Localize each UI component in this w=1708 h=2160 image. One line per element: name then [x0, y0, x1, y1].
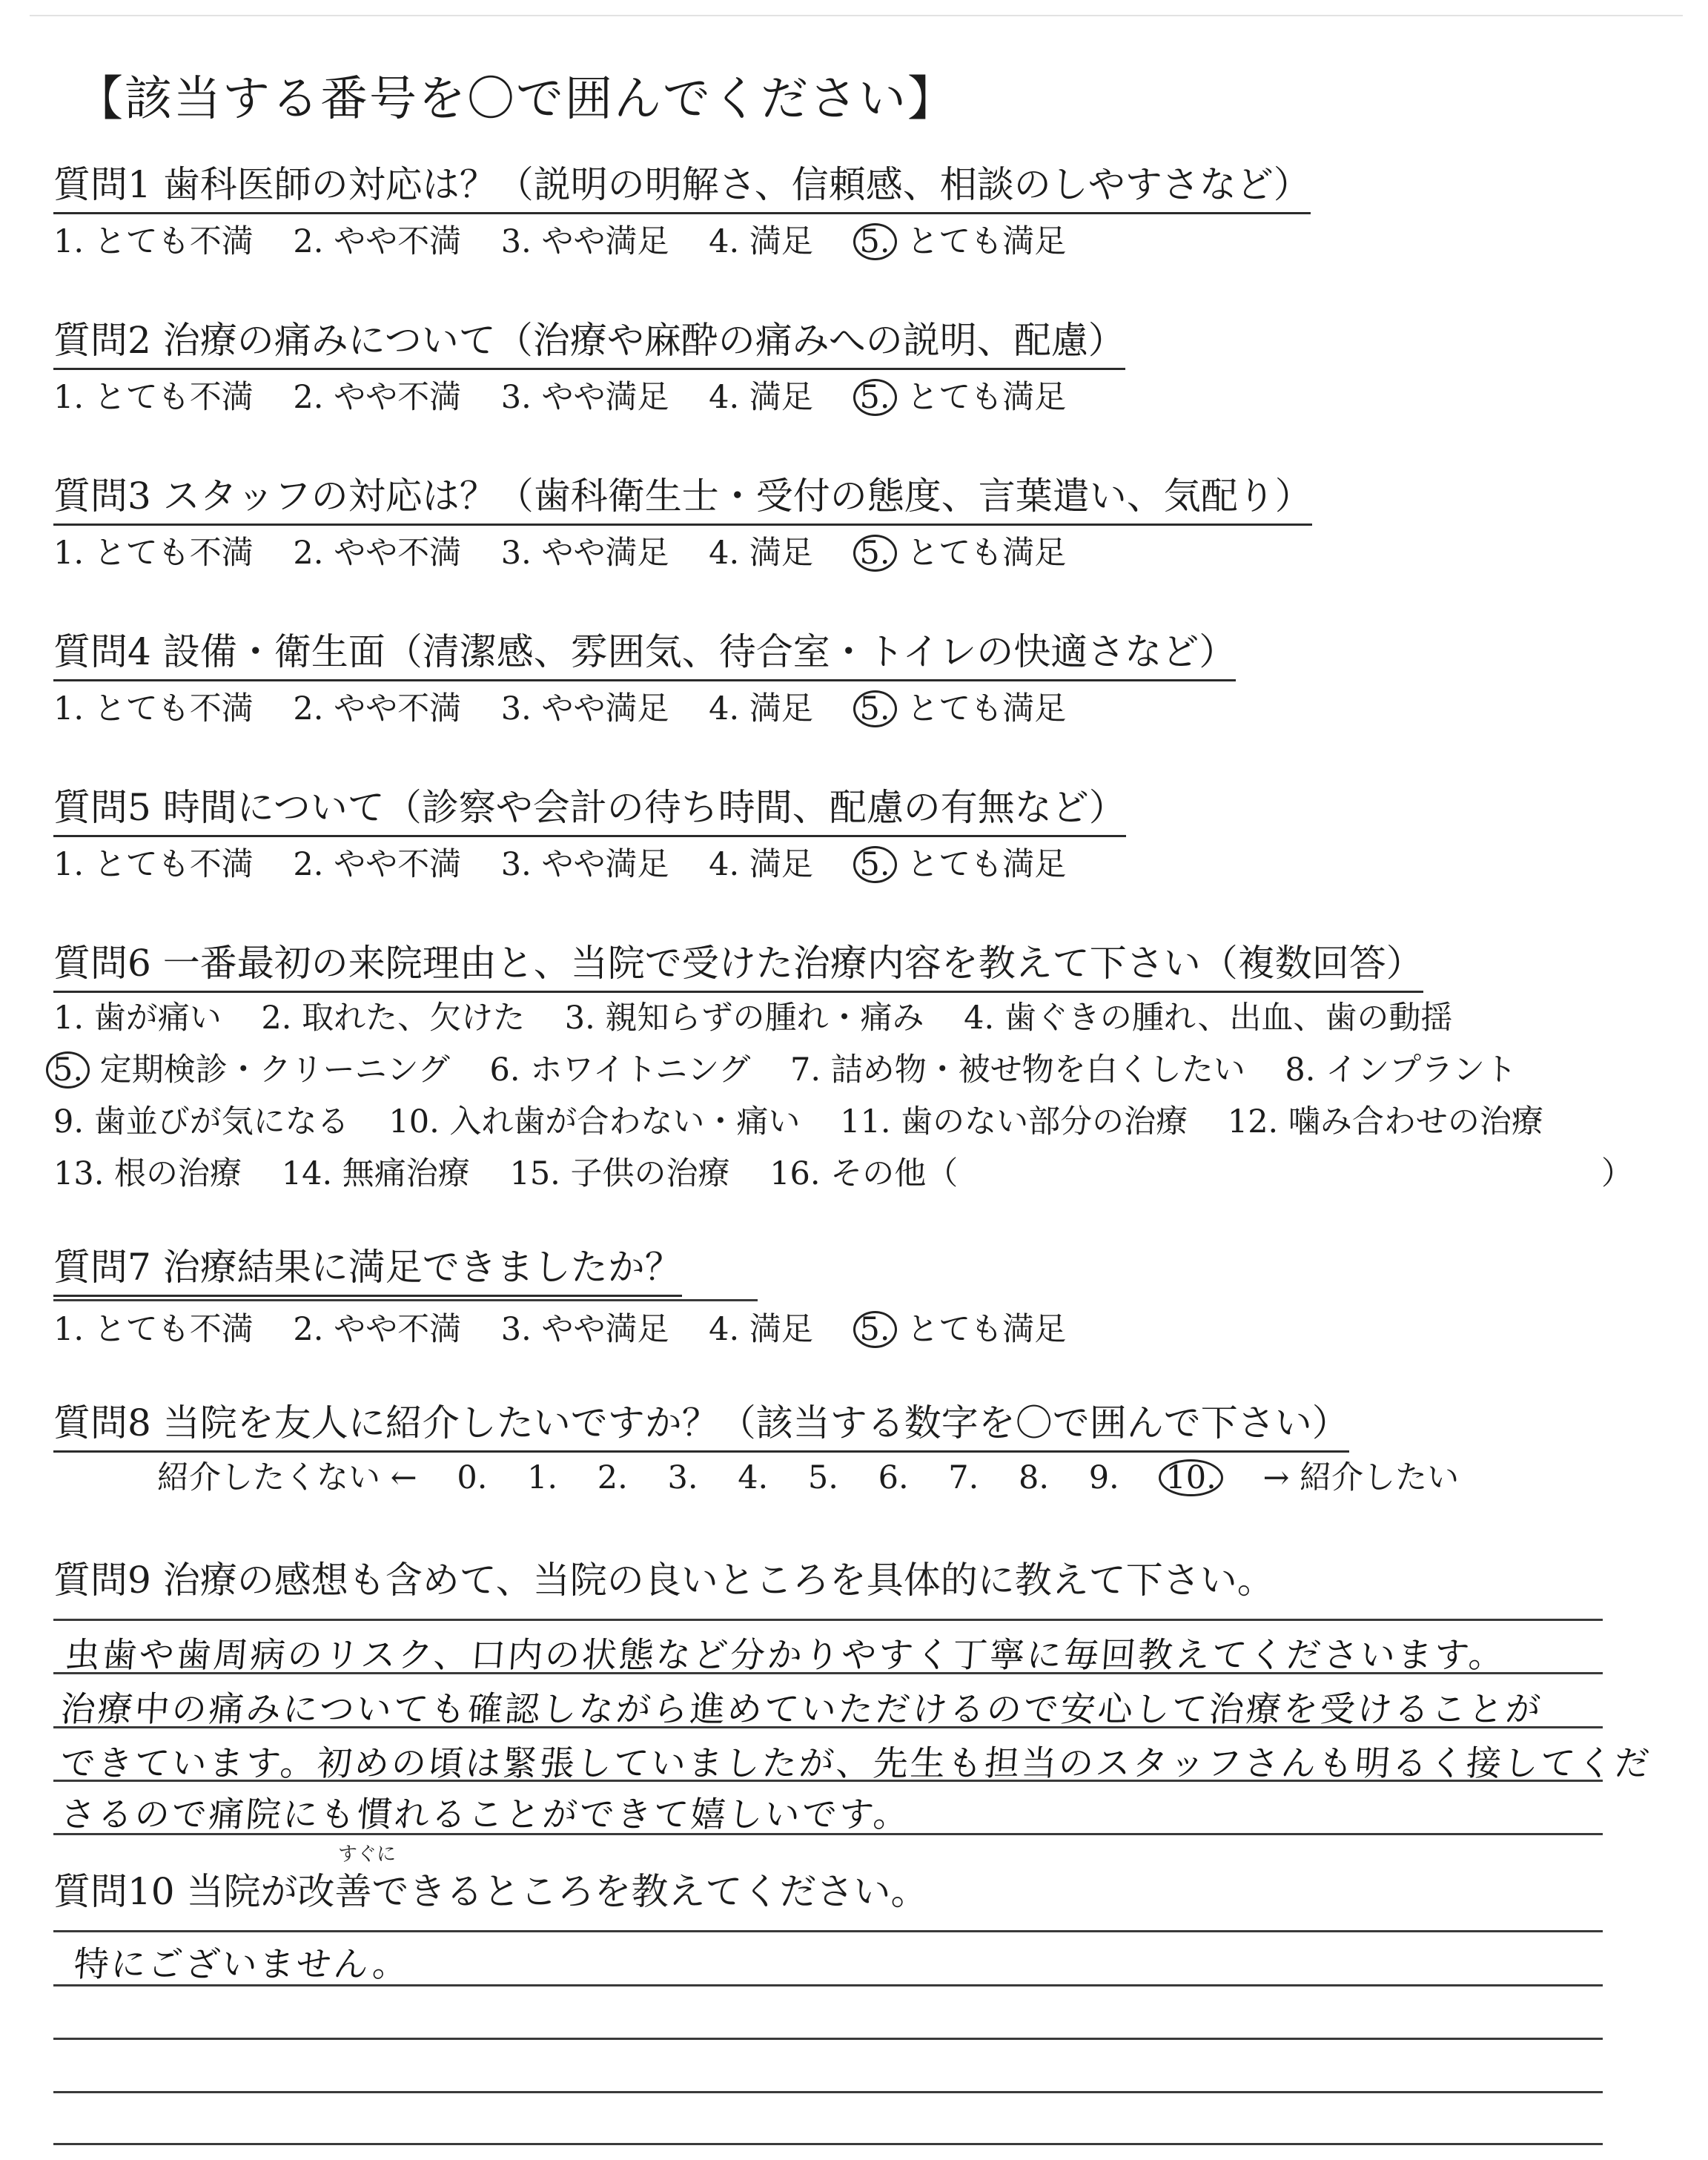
q10-line-3 [53, 2038, 1603, 2040]
option-2[interactable]: 2. やや不満 [293, 379, 462, 416]
option-2[interactable]: 2. やや不満 [293, 690, 462, 727]
q10-line-5 [53, 2143, 1603, 2145]
option-4[interactable]: 4. 満足 [709, 379, 813, 416]
option-4[interactable]: 4. 満足 [709, 535, 813, 572]
score-10-circled[interactable]: 10. [1159, 1459, 1222, 1496]
q9-answer-line-1[interactable]: 虫歯や歯周病のリスク、口内の状態など分かりやすく丁寧に毎回教えてくださいます。 [63, 1635, 1508, 1676]
q6-option-5-circled[interactable]: 5. [46, 1051, 90, 1089]
top-border [30, 15, 1683, 16]
q6-option-8[interactable]: 8. インプラント [1285, 1051, 1517, 1089]
question-3: 質問3 スタッフの対応は？（歯科衛生士・受付の態度、言葉遣い、気配り） [53, 473, 1312, 526]
score-3[interactable]: 3. [667, 1459, 698, 1496]
q6-option-1[interactable]: 1. 歯が痛い [53, 1000, 222, 1037]
instruction-title: 【該当する番号を〇で囲んでください】 [76, 72, 956, 127]
q6-option-15[interactable]: 15. 子供の治療 [509, 1155, 730, 1192]
question-7: 質問7 治療結果に満足できましたか？ [53, 1244, 682, 1297]
q6-option-3[interactable]: 3. 親知らずの腫れ・痛み [564, 1000, 924, 1037]
option-5-circled[interactable]: 5. [853, 1311, 897, 1348]
question-6-row-4 [53, 1153, 958, 1195]
q6-option-12[interactable]: 12. 噛み合わせの治療 [1227, 1103, 1543, 1140]
question-1: 質問1 歯科医師の対応は？（説明の明解さ、信頼感、相談のしやすさなど） [53, 162, 1311, 214]
option-5-label: とても満足 [907, 379, 1067, 416]
question-10: 質問10 当院が改善できるところを教えてください。 [53, 1870, 928, 1913]
q6-option-9[interactable]: 9. 歯並びが気になる [53, 1103, 349, 1140]
score-1[interactable]: 1. [527, 1459, 558, 1496]
option-1[interactable]: 1. とても不満 [53, 223, 254, 260]
option-5-label: とても満足 [907, 846, 1067, 883]
option-1[interactable]: 1. とても不満 [53, 846, 254, 883]
option-2[interactable]: 2. やや不満 [293, 535, 462, 572]
score-5[interactable]: 5. [807, 1459, 838, 1496]
q9-furigana: すぐに [338, 1843, 397, 1866]
q9-answer-line-2[interactable]: 治療中の痛みについても確認しながら進めていただけるので安心して治療を受けることが [59, 1689, 1544, 1730]
option-4[interactable]: 4. 満足 [709, 1311, 813, 1348]
option-5-label: とても満足 [907, 535, 1067, 572]
option-5-circled[interactable]: 5. [853, 846, 897, 883]
score-0[interactable]: 0. [457, 1459, 488, 1496]
question-8-scale [157, 1457, 1459, 1499]
option-1[interactable]: 1. とても不満 [53, 535, 254, 572]
q6-option-4[interactable]: 4. 歯ぐきの腫れ、出血、歯の動揺 [964, 1000, 1453, 1037]
question-4-options [53, 688, 1066, 730]
option-4[interactable]: 4. 満足 [709, 223, 813, 260]
option-5-circled[interactable]: 5. [853, 535, 897, 572]
q9-answer-line-3[interactable]: できています。初めの頃は緊張していましたが、先生も担当のスタッフさんも明るく接してくだ [59, 1743, 1653, 1784]
question-2-options [53, 377, 1066, 418]
question-4: 質問4 設備・衛生面（清潔感、雰囲気、待合室・トイレの快適さなど） [53, 629, 1236, 681]
option-5-circled[interactable]: 5. [853, 690, 897, 727]
option-3[interactable]: 3. やや満足 [500, 846, 669, 883]
score-8[interactable]: 8. [1019, 1459, 1050, 1496]
option-3[interactable]: 3. やや満足 [500, 690, 669, 727]
option-2[interactable]: 2. やや不満 [293, 1311, 462, 1348]
question-3-options [53, 532, 1066, 574]
score-6[interactable]: 6. [878, 1459, 909, 1496]
option-3[interactable]: 3. やや満足 [500, 535, 669, 572]
option-2[interactable]: 2. やや不満 [293, 223, 462, 260]
question-2: 質問2 治療の痛みについて（治療や麻酔の痛みへの説明、配慮） [53, 317, 1125, 370]
q10-line-1 [53, 1930, 1603, 1932]
q6-option-16[interactable]: 16. その他（ [769, 1155, 959, 1192]
option-4[interactable]: 4. 満足 [709, 690, 813, 727]
question-5: 質問5 時間について（診察や会計の待ち時間、配慮の有無など） [53, 785, 1126, 837]
q6-other-close-paren: ） [1601, 1155, 1633, 1192]
question-5-options [53, 844, 1066, 885]
option-5-circled[interactable]: 5. [853, 379, 897, 416]
option-5-circled[interactable]: 5. [853, 223, 897, 260]
q6-option-13[interactable]: 13. 根の治療 [53, 1155, 242, 1192]
q9-answer-line-4[interactable]: さるので痛院にも慣れることができて嬉しいです。 [59, 1794, 912, 1835]
q6-option-6[interactable]: 6. ホワイトニング [489, 1051, 751, 1089]
question-6-row-3 [53, 1101, 1543, 1143]
option-1[interactable]: 1. とても不満 [53, 379, 254, 416]
scale-right-label: → 紹介したい [1262, 1459, 1460, 1496]
option-3[interactable]: 3. やや満足 [500, 1311, 669, 1348]
score-2[interactable]: 2. [597, 1459, 628, 1496]
option-2[interactable]: 2. やや不満 [293, 846, 462, 883]
question-9: 質問9 治療の感想も含めて、当院の良いところを具体的に教えて下さい。 [53, 1559, 1274, 1602]
question-6-row-2 [46, 1049, 1517, 1091]
scale-left-label: 紹介したくない ← [157, 1459, 417, 1496]
option-5-label: とても満足 [907, 223, 1067, 260]
q6-option-11[interactable]: 11. 歯のない部分の治療 [840, 1103, 1188, 1140]
question-6-row-1 [53, 997, 1452, 1039]
question-7-underline [53, 1299, 758, 1301]
q6-option-10[interactable]: 10. 入れ歯が合わない・痛い [388, 1103, 801, 1140]
question-6: 質問6 一番最初の来院理由と、当院で受けた治療内容を教えて下さい（複数回答） [53, 940, 1423, 993]
score-9[interactable]: 9. [1088, 1459, 1119, 1496]
q10-line-4 [53, 2091, 1603, 2093]
option-1[interactable]: 1. とても不満 [53, 1311, 254, 1348]
q9-line-1 [53, 1619, 1603, 1621]
q6-option-2[interactable]: 2. 取れた、欠けた [261, 1000, 526, 1037]
option-5-label: とても満足 [907, 690, 1067, 727]
q6-option-5-label: 定期検診・クリーニング [99, 1051, 450, 1089]
question-8: 質問8 当院を友人に紹介したいですか？（該当する数字を〇で囲んで下さい） [53, 1400, 1349, 1453]
option-4[interactable]: 4. 満足 [709, 846, 813, 883]
option-5-label: とても満足 [907, 1311, 1067, 1348]
score-7[interactable]: 7. [948, 1459, 979, 1496]
option-1[interactable]: 1. とても不満 [53, 690, 254, 727]
q6-option-7[interactable]: 7. 詰め物・被せ物を白くしたい [790, 1051, 1245, 1089]
q6-option-14[interactable]: 14. 無痛治療 [281, 1155, 470, 1192]
option-3[interactable]: 3. やや満足 [500, 223, 669, 260]
question-7-options [53, 1309, 1066, 1350]
q10-answer-line-1[interactable]: 特にございません。 [72, 1944, 411, 1985]
score-4[interactable]: 4. [738, 1459, 769, 1496]
question-1-options [53, 221, 1066, 262]
option-3[interactable]: 3. やや満足 [500, 379, 669, 416]
